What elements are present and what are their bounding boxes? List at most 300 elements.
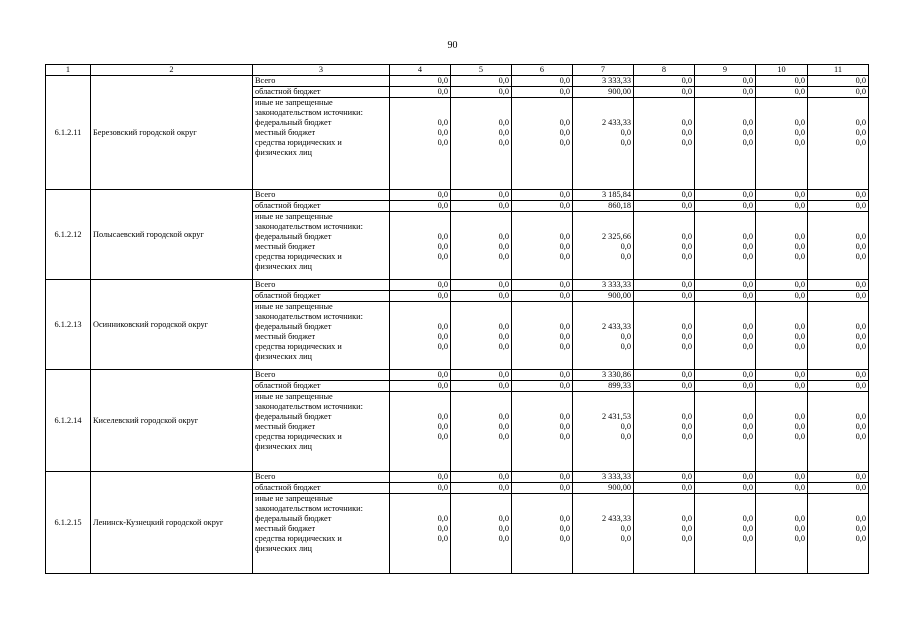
value-local: 0,0 (742, 422, 753, 431)
spacer-line (758, 212, 805, 222)
value-stack (512, 302, 573, 370)
value-legal: 0,0 (498, 252, 509, 261)
value-cell: 0,0 (695, 472, 756, 483)
value-local: 0,0 (620, 128, 631, 137)
spacer-line (810, 302, 866, 312)
value-stack (808, 392, 869, 472)
row-label-total: Всего (253, 76, 390, 87)
row-label-other-sources (253, 494, 390, 574)
value-local: 0,0 (437, 422, 448, 431)
table-row (46, 370, 869, 381)
column-header: 5 (451, 65, 512, 76)
spacer-line (697, 402, 753, 412)
value-cell: 0,0 (756, 472, 808, 483)
value-federal: 0,0 (437, 118, 448, 127)
spacer-line (575, 212, 631, 222)
value-cell: 0,0 (808, 291, 869, 302)
value-stack (634, 392, 695, 472)
value-federal: 0,0 (742, 118, 753, 127)
spacer-line (453, 302, 509, 312)
table-row (46, 280, 869, 291)
value-federal: 0,0 (437, 322, 448, 331)
value-cell: 0,0 (512, 87, 573, 98)
spacer-line (392, 98, 448, 108)
budget-table (45, 64, 869, 574)
value-stack (451, 212, 512, 280)
column-header: 1 (46, 65, 91, 76)
value-local: 0,0 (742, 524, 753, 533)
value-legal: 0,0 (559, 138, 570, 147)
column-header: 3 (253, 65, 390, 76)
value-local: 0,0 (855, 332, 866, 341)
value-stack (756, 392, 808, 472)
value-cell: 0,0 (451, 190, 512, 201)
value-cell: 0,0 (634, 190, 695, 201)
table-row (46, 190, 869, 201)
spacer-line (810, 402, 866, 412)
value-cell: 0,0 (451, 291, 512, 302)
label-line: средства юридических и (255, 342, 342, 351)
value-stack (512, 98, 573, 190)
item-code: 6.1.2.12 (46, 190, 91, 280)
spacer-line (758, 494, 805, 504)
value-legal: 0,0 (794, 534, 805, 543)
value-local: 0,0 (855, 524, 866, 533)
label-line: законодательством источники: (255, 312, 363, 321)
value-stack (756, 302, 808, 370)
label-line: средства юридических и (255, 252, 342, 261)
spacer-line (453, 222, 509, 232)
value-legal: 0,0 (794, 342, 805, 351)
value-federal: 0,0 (855, 322, 866, 331)
label-line: физических лиц (255, 442, 312, 451)
item-name: Ленинск-Кузнецкий городской округ (91, 472, 253, 574)
value-legal: 0,0 (742, 432, 753, 441)
value-federal: 0,0 (498, 322, 509, 331)
value-legal: 0,0 (437, 138, 448, 147)
value-legal: 0,0 (498, 342, 509, 351)
value-federal: 0,0 (498, 514, 509, 523)
value-cell: 0,0 (634, 472, 695, 483)
value-cell: 0,0 (451, 87, 512, 98)
value-legal: 0,0 (437, 252, 448, 261)
value-local: 0,0 (437, 524, 448, 533)
value-federal: 0,0 (855, 412, 866, 421)
spacer-line (392, 108, 448, 118)
row-label-other-sources (253, 98, 390, 190)
value-stack (390, 302, 451, 370)
spacer-line (810, 98, 866, 108)
label-line: физических лиц (255, 544, 312, 553)
spacer-line (810, 494, 866, 504)
spacer-line (758, 392, 805, 402)
value-local: 0,0 (742, 128, 753, 137)
value-local: 0,0 (559, 332, 570, 341)
spacer-line (575, 312, 631, 322)
value-local: 0,0 (681, 242, 692, 251)
value-legal: 0,0 (794, 252, 805, 261)
value-federal: 0,0 (437, 232, 448, 241)
value-stack (695, 212, 756, 280)
value-legal: 0,0 (681, 342, 692, 351)
label-line: иные не запрещенные (255, 494, 333, 503)
value-legal: 0,0 (437, 432, 448, 441)
label-line: иные не запрещенные (255, 392, 333, 401)
spacer-line (697, 312, 753, 322)
value-cell: 0,0 (634, 381, 695, 392)
spacer-line (636, 494, 692, 504)
spacer-line (575, 98, 631, 108)
value-cell: 0,0 (512, 381, 573, 392)
spacer-line (575, 494, 631, 504)
value-federal: 2 431,53 (601, 412, 631, 421)
value-local: 0,0 (794, 332, 805, 341)
spacer-line (514, 212, 570, 222)
value-local: 0,0 (681, 128, 692, 137)
label-line: законодательством источники: (255, 402, 363, 411)
spacer-line (392, 222, 448, 232)
spacer-line (514, 312, 570, 322)
value-cell: 0,0 (756, 381, 808, 392)
label-line: местный бюджет (255, 422, 316, 431)
label-line: средства юридических и (255, 534, 342, 543)
value-federal: 2 325,66 (601, 232, 631, 241)
value-federal: 0,0 (681, 412, 692, 421)
value-cell: 0,0 (808, 201, 869, 212)
spacer-line (453, 98, 509, 108)
value-local: 0,0 (794, 128, 805, 137)
value-cell: 900,00 (573, 87, 634, 98)
value-stack (808, 98, 869, 190)
spacer-line (514, 392, 570, 402)
value-local: 0,0 (498, 422, 509, 431)
item-code: 6.1.2.13 (46, 280, 91, 370)
value-stack (695, 392, 756, 472)
value-cell: 0,0 (451, 201, 512, 212)
value-cell: 0,0 (634, 201, 695, 212)
value-stack (695, 98, 756, 190)
label-line: иные не запрещенные (255, 98, 333, 107)
value-cell: 0,0 (756, 190, 808, 201)
value-stack (695, 494, 756, 574)
value-stack (390, 98, 451, 190)
value-local: 0,0 (559, 128, 570, 137)
spacer-line (392, 504, 448, 514)
value-local: 0,0 (437, 128, 448, 137)
value-local: 0,0 (437, 242, 448, 251)
value-local: 0,0 (559, 422, 570, 431)
spacer-line (575, 402, 631, 412)
value-local: 0,0 (620, 332, 631, 341)
value-cell: 0,0 (808, 381, 869, 392)
value-legal: 0,0 (855, 534, 866, 543)
value-federal: 0,0 (559, 232, 570, 241)
value-cell: 0,0 (808, 472, 869, 483)
value-cell: 0,0 (808, 87, 869, 98)
value-stack (512, 392, 573, 472)
spacer-line (514, 222, 570, 232)
header-row (46, 65, 869, 76)
value-cell: 0,0 (634, 280, 695, 291)
column-header: 7 (573, 65, 634, 76)
value-stack (390, 494, 451, 574)
value-cell: 0,0 (756, 291, 808, 302)
row-label-other-sources (253, 212, 390, 280)
value-stack (756, 98, 808, 190)
label-line: местный бюджет (255, 524, 316, 533)
value-legal: 0,0 (559, 252, 570, 261)
value-legal: 0,0 (794, 138, 805, 147)
spacer-line (810, 212, 866, 222)
value-cell: 0,0 (634, 291, 695, 302)
value-federal: 0,0 (794, 118, 805, 127)
value-cell: 860,18 (573, 201, 634, 212)
value-federal: 0,0 (681, 322, 692, 331)
value-federal: 2 433,33 (601, 322, 631, 331)
value-federal: 0,0 (437, 514, 448, 523)
spacer-line (514, 98, 570, 108)
spacer-line (453, 392, 509, 402)
value-cell: 0,0 (451, 76, 512, 87)
item-code: 6.1.2.11 (46, 76, 91, 190)
value-legal: 0,0 (437, 342, 448, 351)
value-stack (512, 212, 573, 280)
value-cell: 0,0 (512, 280, 573, 291)
value-legal: 0,0 (742, 534, 753, 543)
spacer-line (392, 212, 448, 222)
value-legal: 0,0 (855, 138, 866, 147)
value-cell: 0,0 (634, 370, 695, 381)
label-line: федеральный бюджет (255, 118, 332, 127)
label-line: законодательством источники: (255, 222, 363, 231)
value-legal: 0,0 (559, 342, 570, 351)
label-line: средства юридических и (255, 138, 342, 147)
label-line: местный бюджет (255, 242, 316, 251)
value-federal: 0,0 (794, 412, 805, 421)
value-cell: 0,0 (695, 76, 756, 87)
spacer-line (453, 402, 509, 412)
row-label-regional: областной бюджет (253, 291, 390, 302)
value-cell: 0,0 (695, 280, 756, 291)
spacer-line (758, 504, 805, 514)
value-cell: 0,0 (512, 483, 573, 494)
spacer-line (575, 222, 631, 232)
value-stack (573, 212, 634, 280)
value-federal: 0,0 (855, 232, 866, 241)
row-label-other-sources (253, 392, 390, 472)
page-number: 90 (447, 40, 458, 51)
value-legal: 0,0 (855, 342, 866, 351)
value-legal: 0,0 (742, 138, 753, 147)
spacer-line (575, 392, 631, 402)
value-legal: 0,0 (794, 432, 805, 441)
spacer-line (697, 222, 753, 232)
value-cell: 0,0 (756, 76, 808, 87)
value-federal: 0,0 (559, 322, 570, 331)
value-federal: 0,0 (794, 232, 805, 241)
value-local: 0,0 (855, 422, 866, 431)
value-federal: 0,0 (794, 514, 805, 523)
value-cell: 0,0 (390, 190, 451, 201)
label-line: федеральный бюджет (255, 412, 332, 421)
value-stack (634, 494, 695, 574)
spacer-line (575, 504, 631, 514)
value-legal: 0,0 (742, 342, 753, 351)
value-cell: 0,0 (756, 370, 808, 381)
value-stack (451, 494, 512, 574)
value-stack (573, 98, 634, 190)
value-stack (390, 392, 451, 472)
value-cell: 0,0 (695, 483, 756, 494)
value-stack (634, 212, 695, 280)
value-local: 0,0 (437, 332, 448, 341)
value-stack (808, 494, 869, 574)
value-cell: 0,0 (512, 472, 573, 483)
value-local: 0,0 (794, 422, 805, 431)
label-line: местный бюджет (255, 128, 316, 137)
value-federal: 0,0 (559, 118, 570, 127)
label-line: физических лиц (255, 148, 312, 157)
value-federal: 2 433,33 (601, 514, 631, 523)
value-cell: 0,0 (695, 381, 756, 392)
value-legal: 0,0 (620, 252, 631, 261)
value-local: 0,0 (620, 242, 631, 251)
value-legal: 0,0 (681, 534, 692, 543)
value-cell: 0,0 (451, 483, 512, 494)
spacer-line (810, 312, 866, 322)
table-row (46, 472, 869, 483)
value-stack (573, 392, 634, 472)
spacer-line (697, 302, 753, 312)
value-local: 0,0 (498, 524, 509, 533)
value-cell: 0,0 (390, 201, 451, 212)
value-federal: 0,0 (742, 322, 753, 331)
label-line: федеральный бюджет (255, 322, 332, 331)
value-cell: 0,0 (390, 87, 451, 98)
value-stack (634, 302, 695, 370)
row-label-total: Всего (253, 472, 390, 483)
value-local: 0,0 (620, 524, 631, 533)
value-cell: 0,0 (634, 483, 695, 494)
value-federal: 2 433,33 (601, 118, 631, 127)
label-line: законодательством источники: (255, 108, 363, 117)
spacer-line (636, 108, 692, 118)
value-legal: 0,0 (559, 534, 570, 543)
value-stack (573, 302, 634, 370)
spacer-line (810, 108, 866, 118)
value-cell: 0,0 (390, 76, 451, 87)
value-local: 0,0 (498, 242, 509, 251)
value-cell: 0,0 (695, 190, 756, 201)
value-legal: 0,0 (681, 252, 692, 261)
value-legal: 0,0 (681, 138, 692, 147)
value-legal: 0,0 (620, 138, 631, 147)
value-local: 0,0 (498, 332, 509, 341)
item-name: Березовский городской округ (91, 76, 253, 190)
spacer-line (636, 504, 692, 514)
spacer-line (697, 98, 753, 108)
value-cell: 0,0 (695, 87, 756, 98)
value-legal: 0,0 (559, 432, 570, 441)
row-label-regional: областной бюджет (253, 483, 390, 494)
value-cell: 0,0 (390, 472, 451, 483)
value-cell: 0,0 (808, 280, 869, 291)
spacer-line (758, 108, 805, 118)
spacer-line (636, 392, 692, 402)
value-local: 0,0 (855, 128, 866, 137)
row-label-regional: областной бюджет (253, 201, 390, 212)
value-federal: 0,0 (681, 514, 692, 523)
value-cell: 3 185,84 (573, 190, 634, 201)
value-federal: 0,0 (742, 232, 753, 241)
value-stack (808, 302, 869, 370)
row-label-other-sources (253, 302, 390, 370)
item-name: Полысаевский городской округ (91, 190, 253, 280)
value-federal: 0,0 (742, 412, 753, 421)
value-legal: 0,0 (498, 138, 509, 147)
value-federal: 0,0 (498, 412, 509, 421)
value-federal: 0,0 (742, 514, 753, 523)
value-federal: 0,0 (681, 118, 692, 127)
value-cell: 0,0 (512, 291, 573, 302)
label-line: местный бюджет (255, 332, 316, 341)
value-cell: 0,0 (634, 87, 695, 98)
value-stack (808, 212, 869, 280)
value-federal: 0,0 (437, 412, 448, 421)
value-stack (573, 494, 634, 574)
item-name: Осинниковский городской округ (91, 280, 253, 370)
value-local: 0,0 (855, 242, 866, 251)
spacer-line (758, 402, 805, 412)
item-code: 6.1.2.15 (46, 472, 91, 574)
value-legal: 0,0 (855, 252, 866, 261)
spacer-line (636, 312, 692, 322)
value-legal: 0,0 (681, 432, 692, 441)
spacer-line (758, 312, 805, 322)
value-cell: 3 333,33 (573, 472, 634, 483)
value-cell: 3 330,86 (573, 370, 634, 381)
spacer-line (453, 108, 509, 118)
value-cell: 0,0 (695, 291, 756, 302)
value-stack (451, 302, 512, 370)
value-legal: 0,0 (498, 432, 509, 441)
label-line: физических лиц (255, 352, 312, 361)
value-cell: 0,0 (756, 201, 808, 212)
spacer-line (514, 108, 570, 118)
value-local: 0,0 (794, 242, 805, 251)
value-legal: 0,0 (620, 534, 631, 543)
column-header: 9 (695, 65, 756, 76)
value-cell: 0,0 (808, 483, 869, 494)
value-legal: 0,0 (620, 432, 631, 441)
spacer-line (636, 98, 692, 108)
value-cell: 0,0 (451, 472, 512, 483)
value-local: 0,0 (620, 422, 631, 431)
spacer-line (453, 312, 509, 322)
value-cell: 0,0 (512, 76, 573, 87)
value-stack (390, 212, 451, 280)
spacer-line (697, 392, 753, 402)
value-local: 0,0 (559, 524, 570, 533)
value-stack (756, 212, 808, 280)
spacer-line (392, 302, 448, 312)
value-cell: 0,0 (390, 280, 451, 291)
value-local: 0,0 (794, 524, 805, 533)
spacer-line (392, 402, 448, 412)
value-stack (695, 302, 756, 370)
value-local: 0,0 (681, 524, 692, 533)
spacer-line (514, 494, 570, 504)
